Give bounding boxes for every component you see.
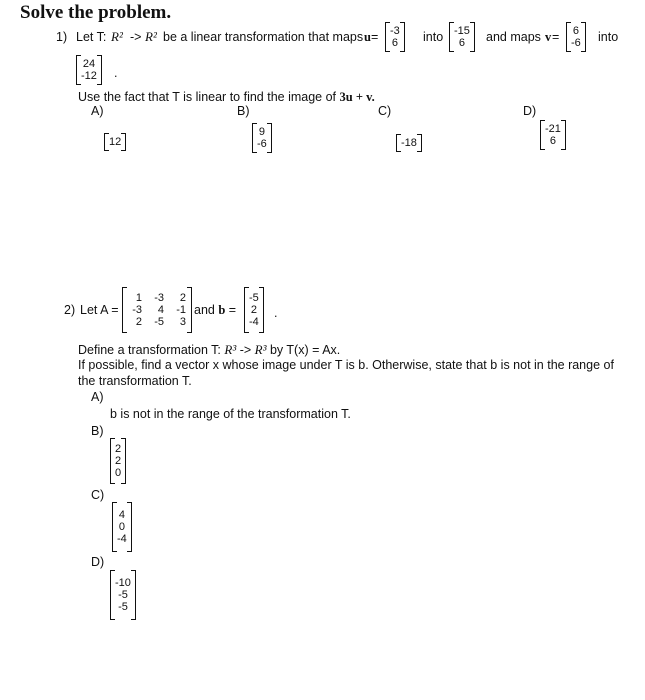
define-end: by T(x) = Ax. <box>266 343 341 357</box>
matrix-entry: -3 <box>154 292 164 304</box>
matrix-entry: 12 <box>109 136 122 148</box>
define-arrow: -> <box>239 343 252 357</box>
matrix-entry: -6 <box>257 138 267 150</box>
q2-and <box>194 303 236 317</box>
period: . <box>114 66 118 80</box>
v-vector <box>566 22 586 52</box>
matrix-bracket <box>111 438 125 484</box>
matrix-bracket <box>541 120 565 150</box>
r2-symbol: R² <box>145 29 157 44</box>
b-label: b <box>218 303 226 317</box>
matrix-bracket <box>111 570 135 620</box>
b-eq: = <box>225 303 237 317</box>
matrix-entry: 6 <box>458 37 466 49</box>
r2-symbol: R² <box>111 29 123 44</box>
q2-choice-b-label: B) <box>91 424 104 438</box>
matrix-entry: -1 <box>176 304 186 316</box>
q2-choice-c-matrix <box>112 502 132 552</box>
matrix-entry: 2 <box>179 292 186 304</box>
matrix-entry: 0 <box>118 521 125 533</box>
q1-choice-a-label: A) <box>91 104 104 118</box>
r3-symbol: R³ <box>254 342 267 357</box>
and-text: and <box>194 303 219 317</box>
matrix-bracket <box>386 22 404 52</box>
q1-instruction <box>78 90 375 104</box>
b-vector <box>244 287 264 333</box>
q1-choice-c-label: C) <box>378 104 392 118</box>
matrix-a <box>122 287 192 333</box>
matrix-entry: -12 <box>81 70 97 82</box>
page-title: Solve the problem. <box>20 2 172 23</box>
q1-text: be a linear transformation that maps <box>163 30 364 44</box>
let-a-label: Let A = <box>80 303 119 317</box>
matrix-entry: -4 <box>117 533 127 545</box>
matrix-bracket <box>245 287 263 333</box>
matrix-bracket <box>450 22 474 52</box>
matrix-entry: -5 <box>118 589 128 601</box>
matrix-entry: -10 <box>115 577 131 589</box>
matrix-entry: 9 <box>258 126 265 138</box>
matrix-bracket <box>113 502 131 552</box>
matrix-entry: -5 <box>154 316 164 328</box>
q1-number: 1) <box>56 30 68 44</box>
matrix-entry: 4 <box>118 509 125 521</box>
matrix-bracket <box>567 22 585 52</box>
u-image-vector <box>449 22 475 52</box>
into-label: into <box>598 30 619 44</box>
matrix-entry: -3 <box>132 304 142 316</box>
q2-choice-a-label: A) <box>91 390 104 404</box>
q1-arrow: -> <box>130 30 142 44</box>
matrix-entry: -5 <box>249 292 259 304</box>
q1-choice-d-matrix <box>540 120 566 150</box>
and-maps-label: and maps <box>486 30 541 44</box>
r3-symbol: R³ <box>224 342 237 357</box>
v-eq: = <box>552 30 560 44</box>
q2-choice-b-matrix <box>110 438 126 484</box>
q2-choice-d-matrix <box>110 570 136 620</box>
matrix-entry: -21 <box>545 123 561 135</box>
matrix-bracket <box>105 133 125 151</box>
matrix-entry: -15 <box>454 25 470 37</box>
matrix-entry: 3 <box>179 316 186 328</box>
matrix-entry: 6 <box>549 135 557 147</box>
matrix-entry: 2 <box>135 316 142 328</box>
into-label: into <box>423 30 444 44</box>
q1-choice-c-matrix <box>396 134 422 152</box>
q2-choice-c-label: C) <box>91 488 105 502</box>
matrix-entry: 4 <box>157 304 164 316</box>
matrix-bracket <box>123 287 191 333</box>
q2-question-line1: If possible, find a vector x whose image under T is b. Otherwise, state that b is not in the range of <box>78 358 614 372</box>
expression: 3u + v. <box>339 90 375 104</box>
define-text: Define a transformation T: <box>78 343 225 357</box>
matrix-entry: -18 <box>401 137 417 149</box>
matrix-bracket <box>397 134 421 152</box>
matrix-bracket <box>77 55 101 85</box>
q1-choice-b-label: B) <box>237 104 250 118</box>
matrix-entry: 2 <box>115 443 122 455</box>
q1-choice-b-matrix <box>252 123 272 153</box>
v-image-vector <box>76 55 102 85</box>
matrix-entry: 6 <box>572 25 579 37</box>
q1-choice-d-label: D) <box>523 104 537 118</box>
q1-let: Let T: <box>76 30 107 44</box>
matrix-entry: -4 <box>249 316 259 328</box>
q2-define-line <box>78 343 340 357</box>
instruction-text: Use the fact that T is linear to find the image of <box>78 90 340 104</box>
matrix-entry: 2 <box>115 455 122 467</box>
matrix-entry: 1 <box>135 292 142 304</box>
u-label: u <box>364 30 371 44</box>
q2-question-line2: the transformation T. <box>78 374 192 388</box>
q2-number: 2) <box>64 303 76 317</box>
u-vector <box>385 22 405 52</box>
v-label: v <box>545 30 552 44</box>
matrix-entry: -3 <box>390 25 400 37</box>
matrix-bracket <box>253 123 271 153</box>
matrix-entry: 6 <box>391 37 398 49</box>
u-eq: = <box>371 30 379 44</box>
matrix-entry: 0 <box>115 467 122 479</box>
matrix-entry: -6 <box>571 37 581 49</box>
matrix-entry: 2 <box>250 304 257 316</box>
q2-choice-d-label: D) <box>91 555 105 569</box>
period: . <box>274 306 278 320</box>
matrix-entry: 24 <box>82 58 96 70</box>
q2-choice-a-text: b is not in the range of the transformation T. <box>110 407 351 421</box>
q1-choice-a-matrix <box>104 133 126 151</box>
matrix-entry: -5 <box>118 601 128 613</box>
